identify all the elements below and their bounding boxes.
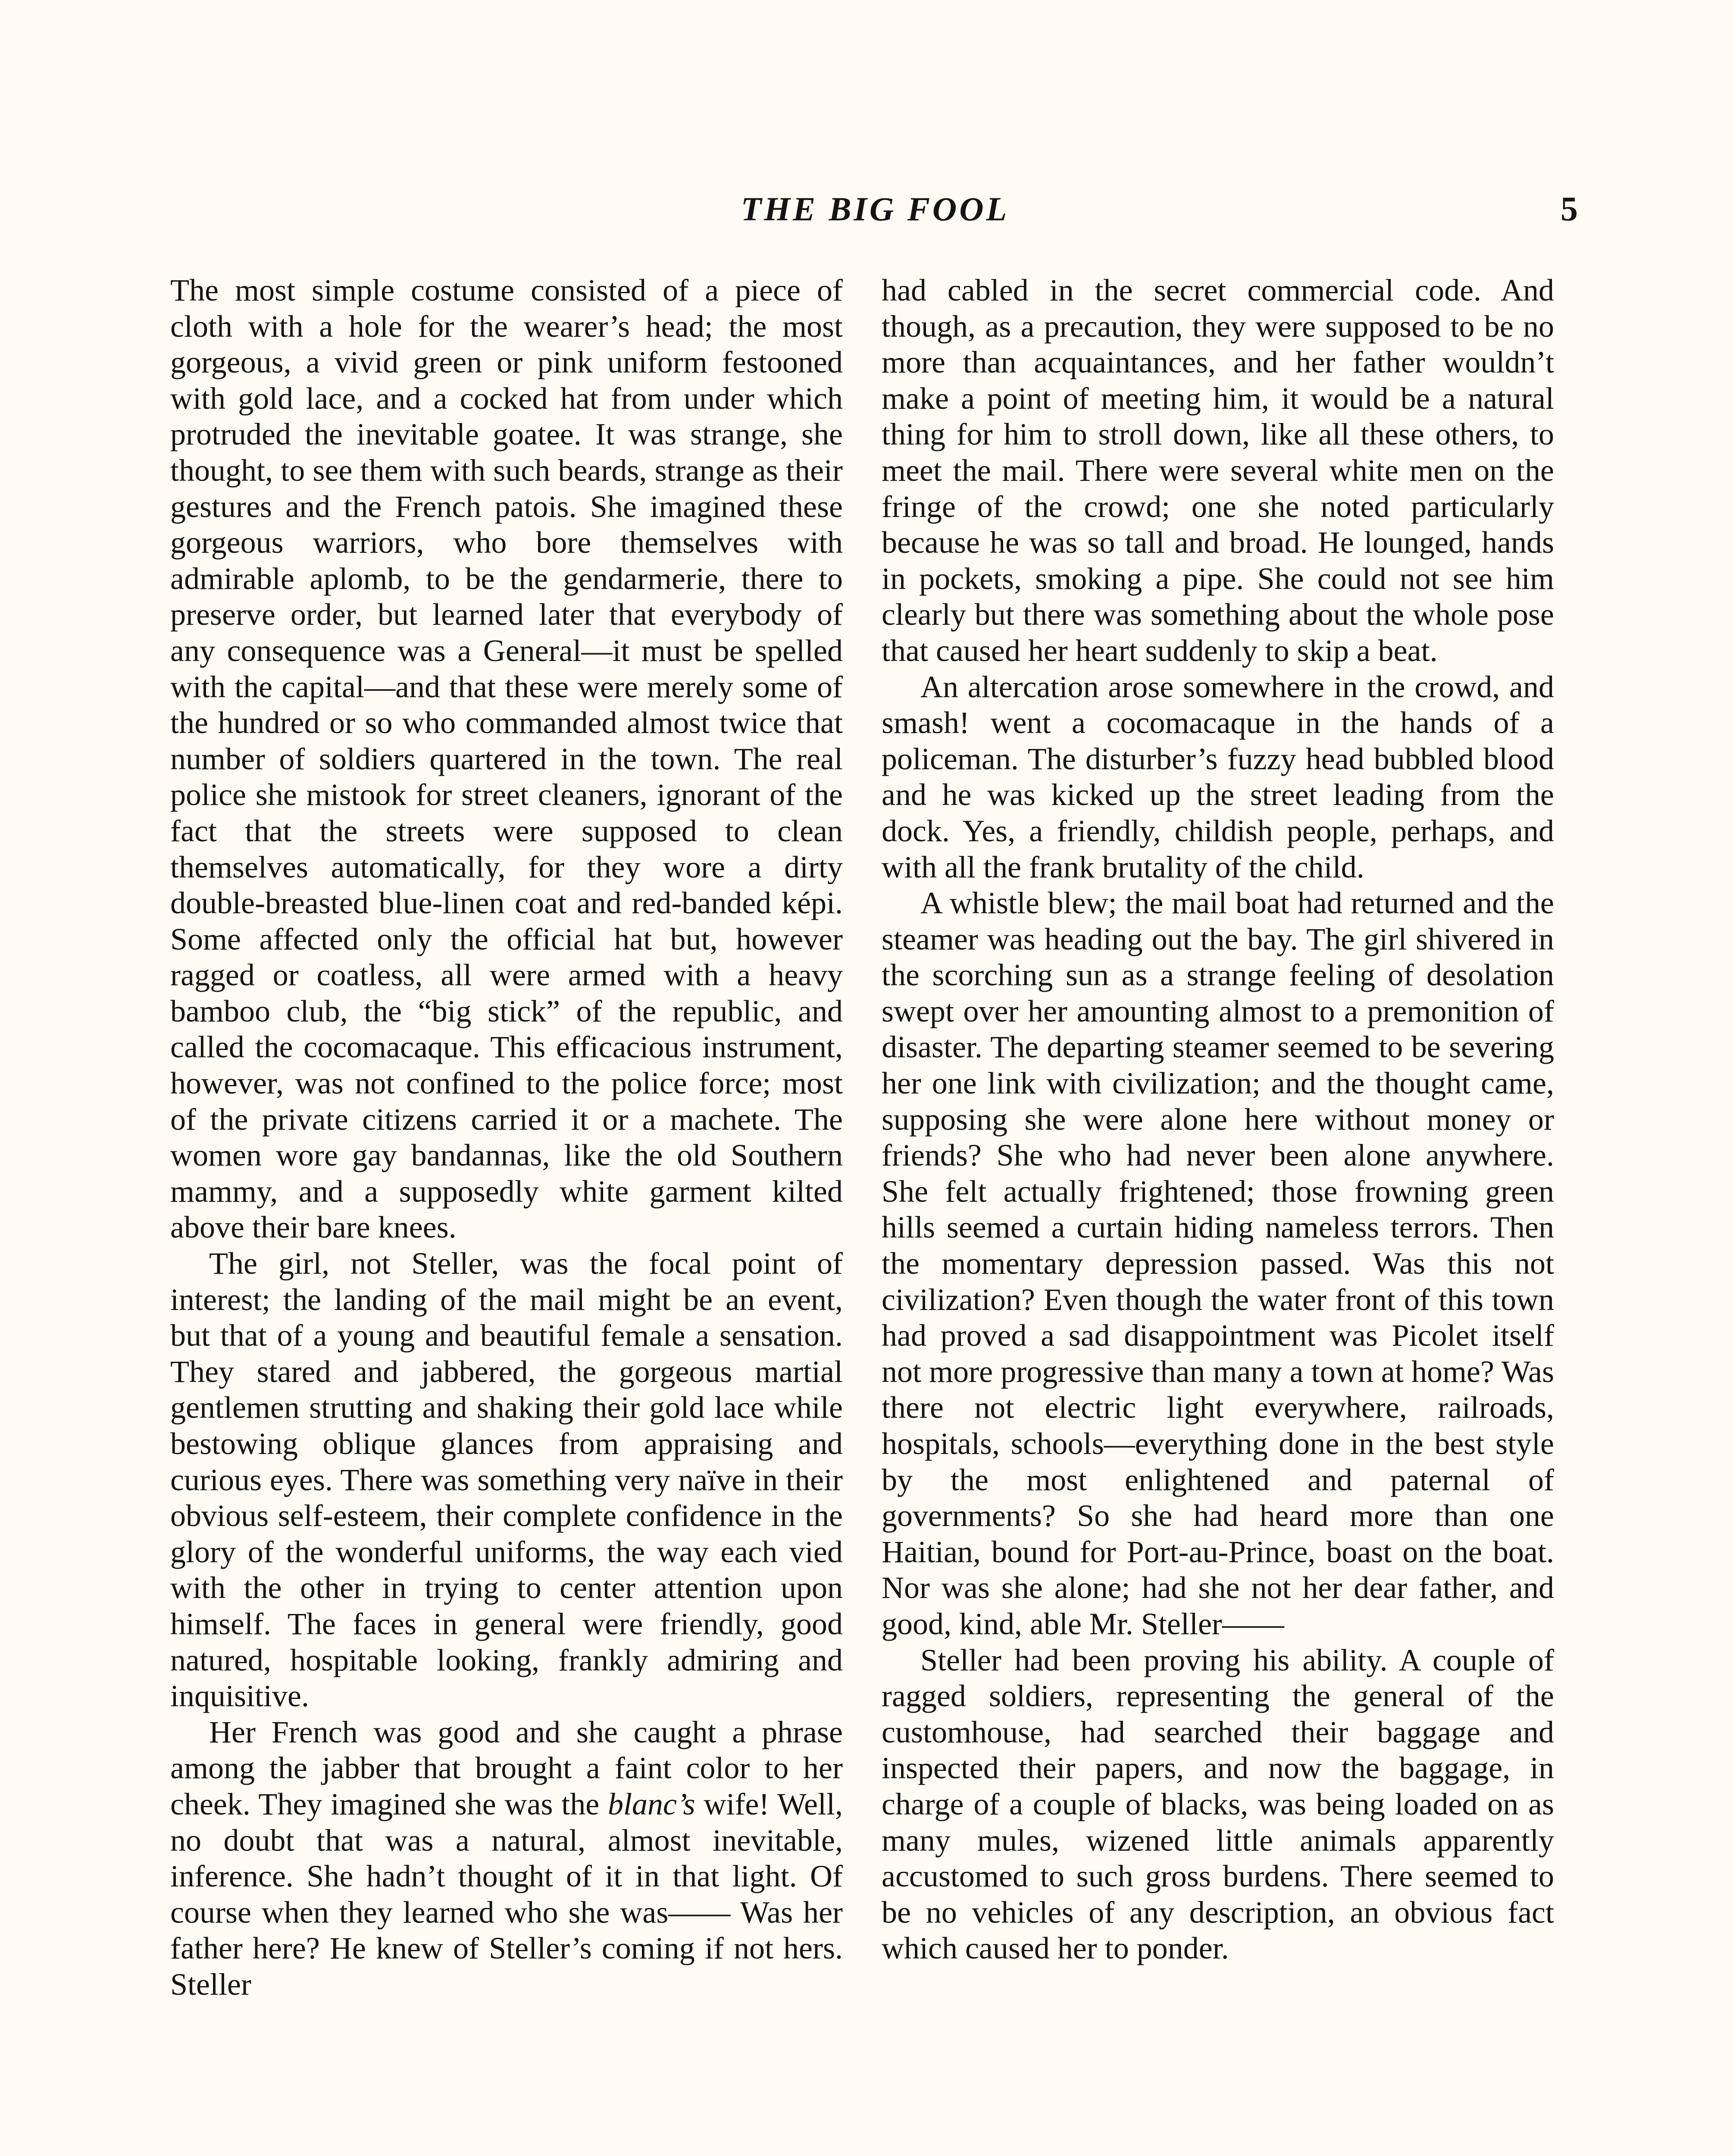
paragraph	[170, 273, 843, 1246]
paragraph-text: The most simple costume consisted of a piece of cloth with a hole for the wearer’s head; the most gorgeous, a vivid green or pink uniform festooned with gold lace, and a cocked hat from under which protruded the inevitable goatee. It was strange, she thought, to see them with such beards, strange as their gestures and the French patois. She imagined these gorgeous warriors, who bore themselves with admirable aplomb, to be the gendarmerie, there to preserve order, but learned later that everybody of any consequence was a General—it must be spelled with the capital—and that these were merely some of the hundred or so who commanded almost twice that number of soldiers quartered in the town. The real police she mistook for street cleaners, ignorant of the fact that the streets were supposed to clean themselves automatically, for they wore a dirty double-breasted blue-linen coat and red-banded képi. Some affected only the official hat but, however ragged or coatless, all were armed with a heavy bamboo club, the “big stick” of the republic, and called the cocomacaque. This efficacious instrument, however, was not confined to the police force; most of the private citizens carried it or a machete. The women wore gay bandannas, like the old Southern mammy, and a supposedly white garment kilted above their bare knees.	[170, 273, 843, 1245]
paragraph-text: Steller had been proving his ability. A couple of ragged soldiers, representing the general of the customhouse, had searched their baggage and inspected their papers, and now the baggage, in charge of a couple of blacks, was being loaded on as many mules, wizened little animals apparently accustomed to such gross burdens. There seemed to be no vehicles of any description, an obvious fact which caused her to ponder.	[882, 1642, 1554, 1966]
italic-word: blanc’s	[608, 1786, 695, 1821]
right-text-column	[882, 273, 1554, 1967]
paragraph	[170, 1714, 843, 2003]
page-number: 5	[1561, 190, 1578, 228]
running-title: THE BIG FOOL	[741, 190, 1010, 228]
paragraph	[170, 1246, 843, 1714]
paragraph-text: An altercation arose somewhere in the crowd, and smash! went a cocomacaque in the hands of a policeman. The disturber’s fuzzy head bubbled blood and he was kicked up the street leading from the dock. Yes, a friendly, childish people, perhaps, and with all the frank brutality of the child.	[882, 669, 1554, 884]
left-text-column	[170, 273, 843, 2003]
paragraph	[882, 669, 1554, 886]
paragraph	[882, 885, 1554, 1642]
paragraph-text: A whistle blew; the mail boat had returned and the steamer was heading out the bay. The girl shivered in the scorching sun as a strange feeling of desolation swept over her amounting almost to a premonition of disaster. The departing steamer seemed to be severing her one link with civilization; and the thought came, supposing she were alone here without money or friends? She who had never been alone anywhere. She felt actually frightened; those frowning green hills seemed a curtain hiding nameless terrors. Then the momentary depression passed. Was this not civilization? Even though the water front of this town had proved a sad disappointment was Picolet itself not more progressive than many a town at home? Was there not electric light everywhere, railroads, hospitals, schools—everything done in the best style by the most enlightened and paternal of governments? So she had heard more than one Haitian, bound for Port-au-Prince, boast on the boat. Nor was she alone; had she not her dear father, and good, kind, able Mr. Steller——	[882, 886, 1554, 1641]
paragraph-text: The girl, not Steller, was the focal point of interest; the landing of the mail might be an event, but that of a young and beautiful female a sensation. They stared and jabbered, the gorgeous martial gentlemen strutting and shaking their gold lace while bestowing oblique glances from appraising and curious eyes. There was something very naïve in their obvious self-esteem, their complete confidence in the glory of the wonderful uniforms, the way each vied with the other in trying to center attention upon himself. The faces in general were friendly, good natured, hospitable looking, frankly admiring and inquisitive.	[170, 1246, 843, 1714]
paragraph-text: had cabled in the secret commercial code. And though, as a precaution, they were supposed to be no more than acquaintances, and her father wouldn’t make a point of meeting him, it would be a natural thing for him to stroll down, like all these others, to meet the mail. There were several white men on the fringe of the crowd; one she noted particularly because he was so tall and broad. He lounged, hands in pockets, smoking a pipe. She could not see him clearly but there was something about the whole pose that caused her heart suddenly to skip a beat.	[882, 273, 1554, 668]
paragraph-text: Her French was good and she caught a phrase among the jabber that brought a faint color to her cheek. They imagined she was the	[170, 1714, 843, 1821]
paragraph	[882, 1642, 1554, 1967]
paragraph	[882, 273, 1554, 669]
paragraph-text: wife! Well, no doubt that was a natural, almost inevitable, inference. She hadn’t thought of it in that light. Of course when they learned who she was—— Was her father here? He knew of Steller’s coming if not hers. Steller	[170, 1786, 843, 2002]
